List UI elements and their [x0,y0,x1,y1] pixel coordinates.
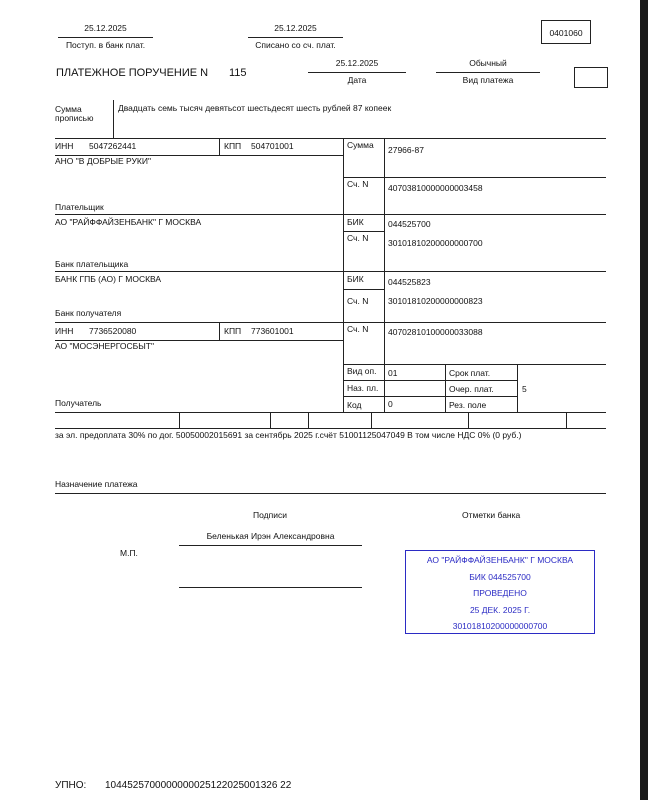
payee-bik-line [343,289,384,290]
payer-inn-label: ИНН [55,141,74,151]
codes-row-line-2 [343,396,517,397]
payee-inn: 7736520080 [89,326,137,336]
payment-type-line [436,72,540,73]
tax-vline-2 [270,412,271,428]
stamp-bik: БИК 044525700 [469,572,531,582]
form-code: 0401060 [549,28,583,38]
reserve-label: Рез. поле [449,400,487,410]
payee-bank-bottom-line [55,322,606,323]
term-label: Срок плат. [449,368,491,378]
payer-bank-bottom-line [55,271,606,272]
payee-bank-account: 30101810200000000823 [388,296,483,306]
purpose-bottom-line [55,493,606,494]
payer-bank-account: 30101810200000000700 [388,238,483,248]
payee-bank-bik-label: БИК [347,274,364,284]
payee-label: Получатель [55,398,102,408]
received-date-line [58,37,153,38]
signature-line-1 [179,545,362,546]
payer-bik-line [343,231,384,232]
payer-kpp-divider [219,138,220,156]
stamp-bank: АО "РАЙФФАЙЗЕНБАНК" Г МОСКВА [426,555,574,565]
debited-date-label: Списано со сч. плат. [255,40,336,50]
payee-name: АО "МОСЭНЕРГОСБЫТ" [55,341,154,351]
page-edge [640,0,648,800]
tax-row-bottom-line [55,428,606,429]
tax-vline-3 [308,412,309,428]
bank-stamp [405,550,595,634]
payee-bottom-line [55,412,606,413]
amount-words-label-2: прописью [55,113,94,123]
payee-inn-label: ИНН [55,326,74,336]
signatures-label: Подписи [253,510,287,520]
tax-vline-6 [566,412,567,428]
mp-label: М.П. [120,548,138,558]
signer-name: Беленькая Ирэн Александровна [206,531,335,541]
purpose-label: Назначение платежа [55,479,138,489]
payer-name: АНО "В ДОБРЫЕ РУКИ" [55,156,151,166]
payer-kpp-label: КПП [224,141,242,151]
sum-value: 27966-87 [388,145,424,155]
upno-value: 1044525700000000025122025001326 22 [105,780,292,791]
payer-bank-name: АО "РАЙФФАЙЗЕНБАНК" Г МОСКВА [55,217,202,227]
doc-number: 115 [229,67,247,79]
amount-words-value: Двадцать семь тысяч девятьсот шестьдесят шесть рублей 87 копеек [118,103,392,113]
tax-vline-1 [179,412,180,428]
payee-account-label: Сч. N [347,324,369,334]
doc-date: 25.12.2025 [335,58,379,68]
sum-label: Сумма [347,140,374,150]
payer-bank-label: Банк плательщика [55,259,129,269]
payer-label: Плательщик [55,202,104,212]
codes-vline-2 [517,364,518,413]
signature-line-2 [179,587,362,588]
doc-date-line [308,72,406,73]
payer-bank-bik-label: БИК [347,217,364,227]
sum-bottom-line [343,177,606,178]
payee-bank-label: Банк получателя [55,308,122,318]
payer-bank-bik: 044525700 [388,219,431,229]
payer-kpp: 504701001 [251,141,294,151]
grid-vline-mid [343,138,344,413]
payer-bottom-line [55,214,606,215]
code-value: 0 [388,399,393,409]
codes-row-line-1 [343,380,517,381]
code-label: Код [347,400,362,410]
debited-date-line [248,37,343,38]
amount-words-divider [113,100,114,138]
payee-kpp: 773601001 [251,326,294,336]
stamp-account: 30101810200000000700 [452,621,548,631]
payer-bank-account-label: Сч. N [347,233,369,243]
tax-vline-4 [371,412,372,428]
payment-type: Обычный [469,58,507,68]
codes-vline-1 [445,364,446,413]
payee-bank-name: БАНК ГПБ (АО) Г МОСКВА [55,274,162,284]
amount-words-label-1: Сумма [55,104,82,114]
payee-account-bottom-line [343,364,606,365]
payee-account: 40702810100000033088 [388,327,483,337]
priority-label: Очер. плат. [449,384,494,394]
form-code-box [541,20,591,44]
payer-account-label: Сч. N [347,179,369,189]
received-date: 25.12.2025 [84,23,127,33]
received-date-label: Поступ. в банк плат. [65,40,146,50]
doc-title: ПЛАТЕЖНОЕ ПОРУЧЕНИЕ N [56,67,209,79]
purpose-code-label: Наз. пл. [347,383,379,393]
amount-words-bottom-line [55,138,606,139]
payment-type-label: Вид платежа [462,75,514,85]
payee-bank-account-label: Сч. N [347,296,369,306]
doc-date-label: Дата [347,75,367,85]
purpose-text: за эл. предоплата 30% по дог. 50050002015691 за сентябрь 2025 г.счёт 51001125047049 В том числе НДС 0% (0 руб.) [55,430,522,440]
payee-bank-bik: 044525823 [388,277,431,287]
op-type-label: Вид оп. [347,366,377,376]
field-101-box [574,67,608,88]
payee-kpp-divider [219,322,220,340]
op-type: 01 [388,368,398,378]
payer-account: 40703810000000003458 [388,183,483,193]
debited-date: 25.12.2025 [274,23,317,33]
stamp-date: 25 ДЕК. 2025 Г. [469,605,531,615]
grid-vline-right [384,138,385,413]
stamp-status: ПРОВЕДЕНО [473,588,527,598]
tax-vline-5 [468,412,469,428]
priority: 5 [522,384,527,394]
payee-kpp-label: КПП [224,326,242,336]
bank-marks-label: Отметки банка [462,510,521,520]
payer-inn: 5047262441 [89,141,137,151]
upno-label: УПНО: [55,780,87,791]
